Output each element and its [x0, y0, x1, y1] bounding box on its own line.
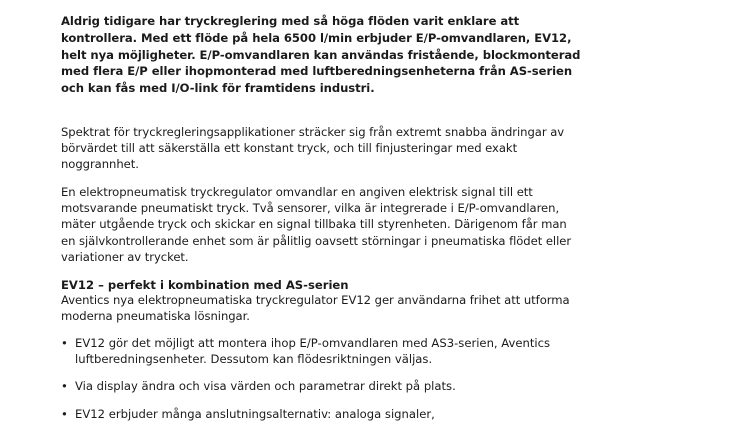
paragraph-ep-regulator: En elektropneumatisk tryckregulator omvandlar en angiven elektrisk signal till ett motsvarande pneumatiskt tryck. Två sensorer, vilka är integrerade i E/P-omvandlaren, mäter utgående tryck och skickar en signal tillbaka till styrenheten. Därigenom får man en självkontrollerande enhet som är pålitlig oavsett störningar i pneumatiska flödet eller variationer av trycket. — [61, 185, 572, 264]
section-heading: EV12 – perfekt i kombination med AS-serien — [61, 278, 349, 292]
list-item — [61, 378, 581, 394]
list-item — [61, 335, 581, 367]
lead-paragraph: Aldrig tidigare har tryckreglering med så höga flöden varit enklare att kontrollera. Med ett flöde på hela 6500 l/min erbjuder E/P-omvandlaren, EV12, helt nya möjligheter. E/P-omvandlaren kan användas fristående, blockmonterad med flera E/P eller ihopmonterad med luftberedningsenheterna från AS-serien och kan fås med I/O-link för framtidens industri. — [61, 14, 581, 96]
feature-list — [61, 335, 581, 433]
list-item-text: EV12 erbjuder många anslutningsalternativ: analoga signaler, — [75, 406, 435, 421]
list-item — [61, 406, 581, 422]
list-item-text: Via display ändra och visa värden och parametrar direkt på plats. — [75, 379, 456, 394]
section-intro: Aventics nya elektropneumatiska tryckregulator EV12 ger användarna frihet att utforma moderna pneumatiska lösningar. — [61, 293, 570, 324]
bullet-icon: • — [61, 379, 68, 394]
paragraph-application-range: Spektrat för tryckregleringsapplikationer sträcker sig från extremt snabba ändringar av börvärdet till att säkerställa ett konstant tryck, och till finjusteringar med exakt noggrannhet. — [61, 125, 565, 172]
bullet-icon: • — [61, 336, 68, 350]
bullet-icon: • — [61, 406, 68, 421]
list-item-text: EV12 gör det möjligt att montera ihop E/P-omvandlaren med AS3-serien, Aventics luftberedningsenheter. Dessutom kan flödesriktningen väljas. — [75, 336, 551, 367]
